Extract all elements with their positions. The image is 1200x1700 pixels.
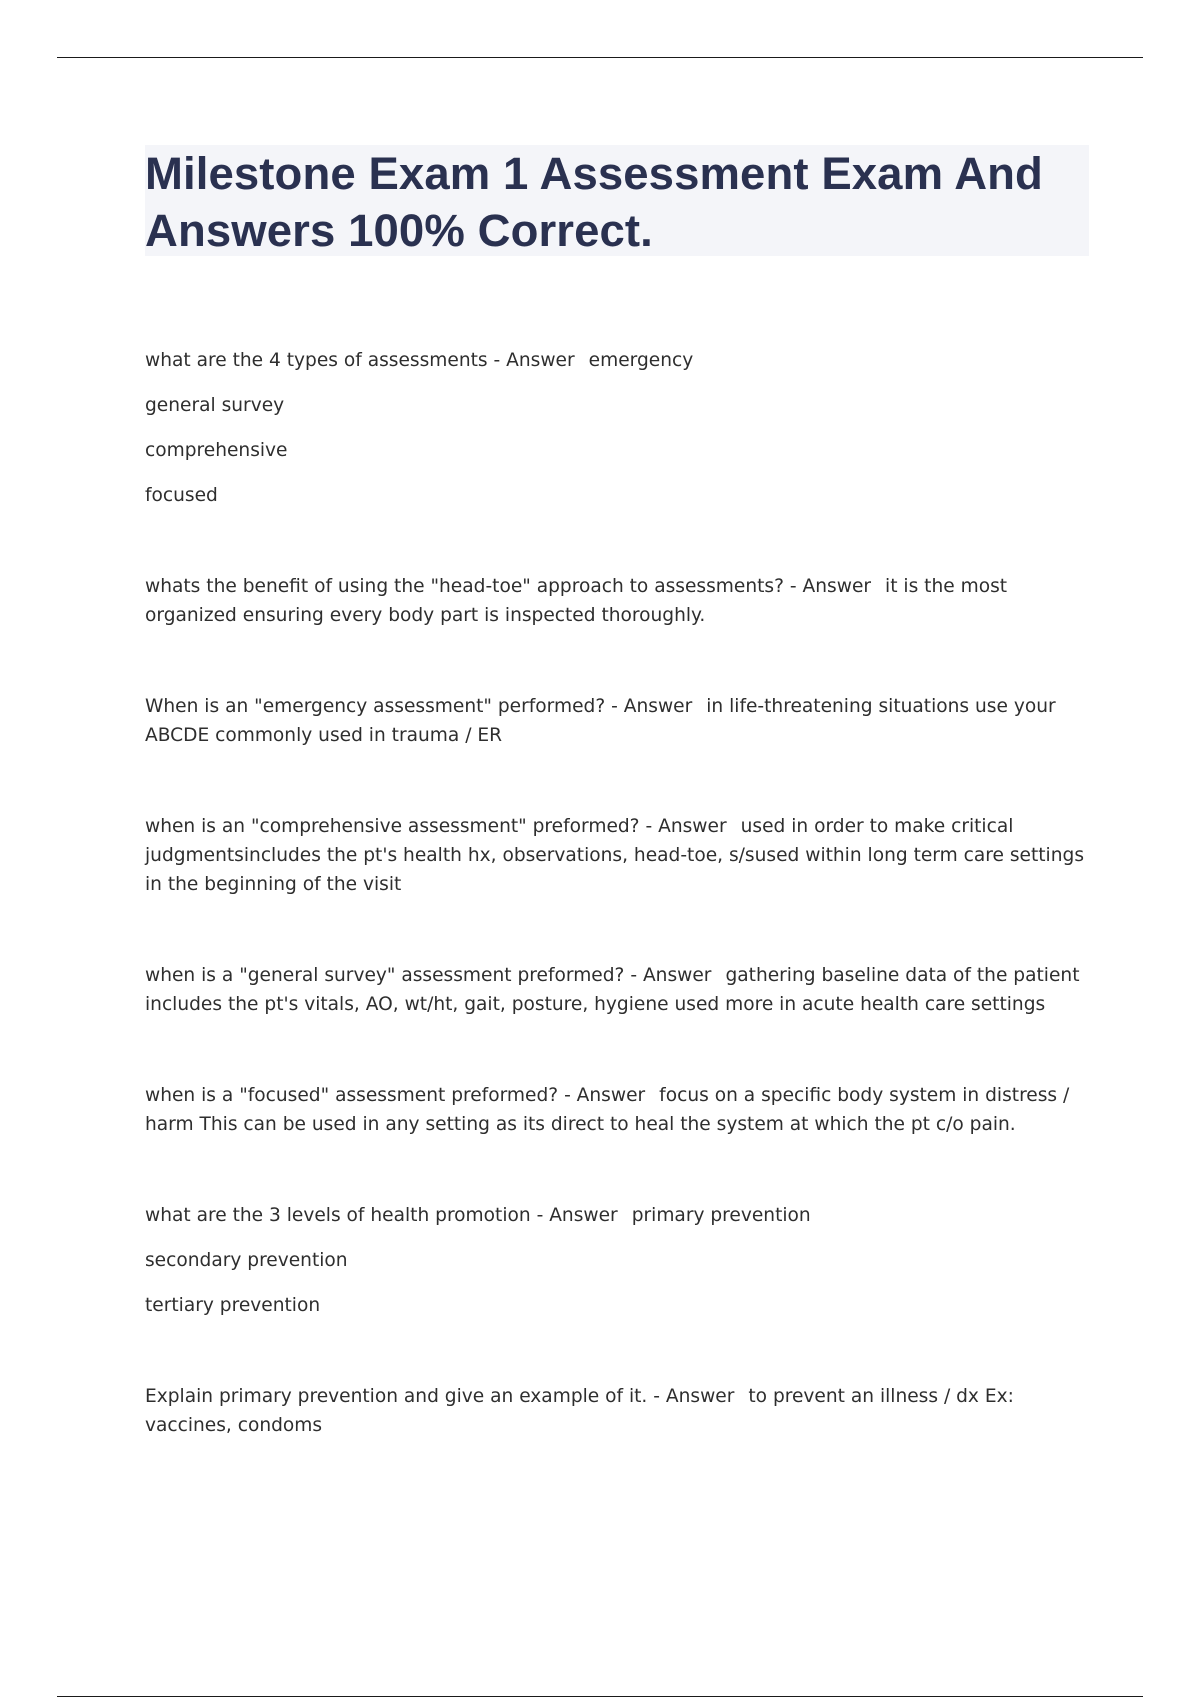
answer-label: - Answer xyxy=(789,576,872,597)
qa-line xyxy=(145,346,1095,375)
answer-text: it is the most organized ensuring every body part is inspected thoroughly. xyxy=(145,576,1008,626)
answer-label: - Answer xyxy=(536,1205,618,1226)
qa-line xyxy=(145,572,1095,630)
bottom-rule xyxy=(57,1696,1143,1697)
answer-line: general survey xyxy=(145,395,285,416)
answer-text: emergency xyxy=(588,350,694,371)
qa-item xyxy=(145,1201,1095,1320)
qa-item xyxy=(145,692,1095,750)
qa-item xyxy=(145,961,1095,1019)
question-text: When is an "emergency assessment" performed? xyxy=(145,696,606,717)
qa-line xyxy=(145,1382,1095,1440)
question-text: when is a "general survey" assessment preformed? xyxy=(145,965,625,986)
answer-label: - Answer xyxy=(630,965,712,986)
answer-text: gathering baseline data of the patient includes the pt's vitals, AO, wt/ht, gait, posture, hygiene used more in acute health care settings xyxy=(145,965,1080,1015)
question-text: what are the 4 types of assessments xyxy=(145,350,488,371)
answer-label: - Answer xyxy=(645,816,727,837)
answer-label: - Answer xyxy=(493,350,575,371)
document-title: Milestone Exam 1 Assessment Exam And Answers 100% Correct. xyxy=(145,148,1043,256)
answer-line: tertiary prevention xyxy=(145,1295,321,1316)
question-text: Explain primary prevention and give an example of it. xyxy=(145,1386,648,1407)
answer-line: comprehensive xyxy=(145,440,288,461)
question-text: when is an "comprehensive assessment" preformed? xyxy=(145,816,640,837)
answer-label: - Answer xyxy=(611,696,693,717)
document-body xyxy=(145,346,1095,1440)
answer-text: primary prevention xyxy=(631,1205,811,1226)
top-rule xyxy=(57,57,1143,58)
title-banner xyxy=(145,145,1089,256)
qa-line xyxy=(145,1081,1095,1139)
qa-line xyxy=(145,812,1095,899)
qa-item xyxy=(145,1081,1095,1139)
answer-text: focus on a specific body system in distress / harm This can be used in any setting as its direct to heal the system at which the pt c/o pain. xyxy=(145,1085,1070,1135)
answer-line: secondary prevention xyxy=(145,1250,348,1271)
question-text: when is a "focused" assessment preformed? xyxy=(145,1085,559,1106)
answer-line: focused xyxy=(145,485,218,506)
qa-line xyxy=(145,961,1095,1019)
answer-text: used in order to make critical judgmentsincludes the pt's health hx, observations, head-toe, s/sused within long term care settings in the beginning of the visit xyxy=(145,816,1085,895)
qa-item xyxy=(145,1382,1095,1440)
question-text: whats the benefit of using the "head-toe" approach to assessments? xyxy=(145,576,784,597)
answer-text: to prevent an illness / dx Ex: vaccines, condoms xyxy=(145,1386,1014,1436)
qa-item xyxy=(145,572,1095,630)
qa-line xyxy=(145,1201,1095,1230)
qa-item xyxy=(145,346,1095,510)
qa-item xyxy=(145,812,1095,899)
answer-label: - Answer xyxy=(653,1386,735,1407)
answer-text: in life-threatening situations use your ABCDE commonly used in trauma / ER xyxy=(145,696,1056,746)
answer-label: - Answer xyxy=(564,1085,646,1106)
qa-line xyxy=(145,692,1095,750)
question-text: what are the 3 levels of health promotion xyxy=(145,1205,531,1226)
